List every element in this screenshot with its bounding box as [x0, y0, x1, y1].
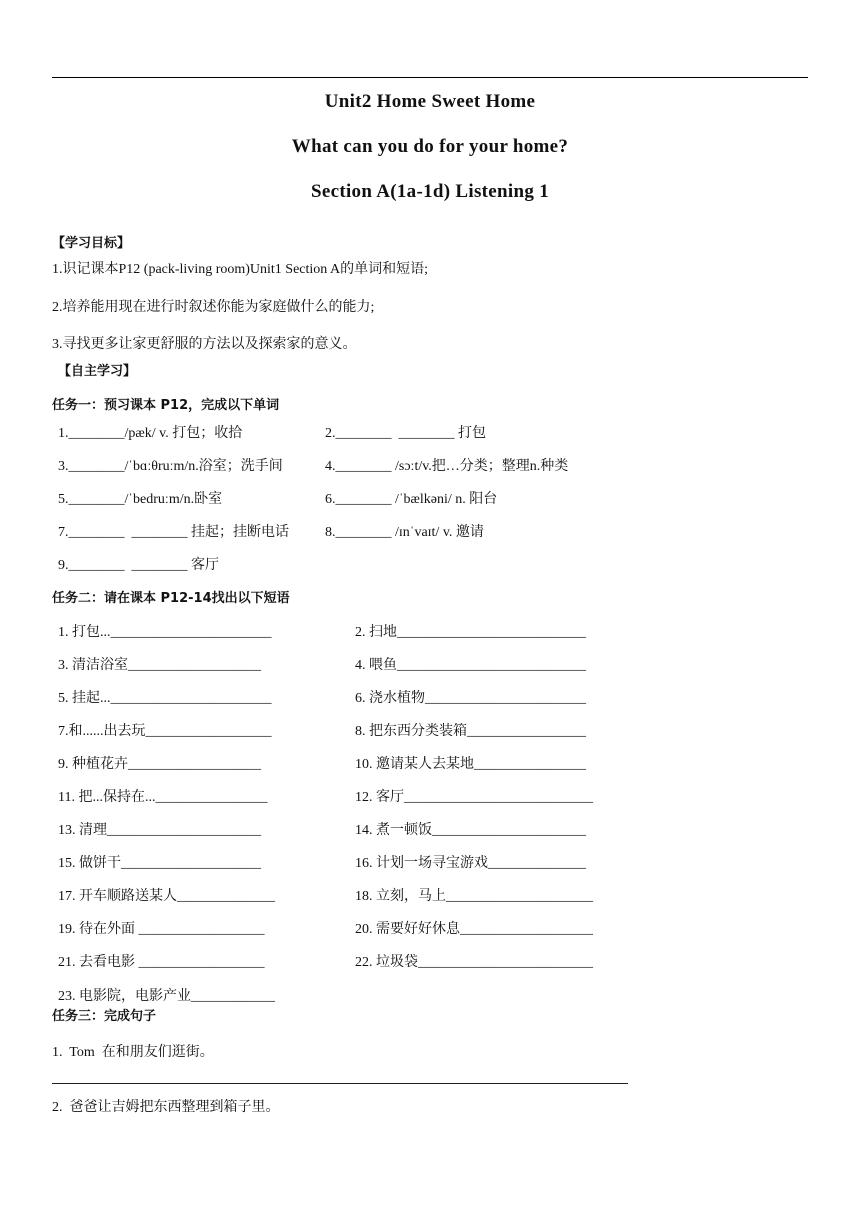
objective-item: 1.识记课本P12 (pack-living room)Unit1 Section A的单词和短语; [52, 262, 429, 277]
phrase-item: 9. 种植花卉___________________ [58, 757, 261, 772]
phrase-item: 7.和......出去玩__________________ [58, 724, 272, 739]
vocab-item: 5.________/ˈbedruːm/n.卧室 [58, 492, 223, 507]
vocab-item: 3.________/ˈbɑːθruːm/n.浴室；洗手间 [58, 459, 283, 474]
objectives-heading: 【学习目标】 [52, 236, 131, 251]
vocab-item: 7.________ ________ 挂起；挂断电话 [58, 525, 289, 540]
phrase-item: 11. 把...保持在...________________ [58, 790, 268, 805]
task3-heading: 任务三：完成句子 [52, 1009, 157, 1024]
answer-line [52, 1083, 628, 1084]
vocab-item: 2.________ ________ 打包 [325, 426, 486, 441]
objective-item: 3.寻找更多让家更舒服的方法以及探索家的意义。 [52, 337, 357, 352]
objective-item: 2.培养能用现在进行时叙述你能为家庭做什么的能力; [52, 300, 375, 315]
phrase-item: 2. 扫地___________________________ [355, 625, 586, 640]
vocab-item: 9.________ ________ 客厅 [58, 558, 219, 573]
vocab-item: 1.________/pæk/ v. 打包；收拾 [58, 426, 243, 441]
phrase-item: 22. 垃圾袋_________________________ [355, 955, 593, 970]
vocab-item: 8.________ /ɪnˈvaɪt/ v. 邀请 [325, 525, 484, 540]
phrase-item: 16. 计划一场寻宝游戏______________ [355, 856, 586, 871]
sentence-item: 1. Tom 在和朋友们逛街。 [52, 1045, 214, 1060]
phrase-item: 18. 立刻，马上_____________________ [355, 889, 593, 904]
phrase-item: 13. 清理______________________ [58, 823, 261, 838]
section-title: Section A(1a-1d) Listening 1 [311, 181, 549, 202]
phrase-item: 14. 煮一顿饭______________________ [355, 823, 586, 838]
phrase-item: 19. 待在外面 __________________ [58, 922, 265, 937]
phrase-item: 12. 客厅___________________________ [355, 790, 593, 805]
phrase-item: 5. 挂起..._______________________ [58, 691, 272, 706]
phrase-item: 6. 浇水植物_______________________ [355, 691, 586, 706]
phrase-item: 23. 电影院，电影产业____________ [58, 989, 275, 1004]
phrase-item: 4. 喂鱼___________________________ [355, 658, 586, 673]
header-rule [52, 77, 808, 78]
task2-heading: 任务二：请在课本 P12-14找出以下短语 [52, 591, 290, 606]
phrase-item: 10. 邀请某人去某地________________ [355, 757, 586, 772]
phrase-item: 3. 清洁浴室___________________ [58, 658, 261, 673]
phrase-item: 20. 需要好好休息___________________ [355, 922, 593, 937]
vocab-item: 6.________ /ˈbælkəni/ n. 阳台 [325, 492, 498, 507]
vocab-item: 4.________ /sɔːt/v.把…分类；整理n.种类 [325, 459, 569, 474]
phrase-item: 17. 开车顺路送某人______________ [58, 889, 275, 904]
phrase-item: 1. 打包..._______________________ [58, 625, 272, 640]
task1-heading: 任务一：预习课本 P12，完成以下单词 [52, 398, 280, 413]
phrase-item: 8. 把东西分类装箱_________________ [355, 724, 586, 739]
question-title: What can you do for your home? [291, 136, 569, 157]
sentence-item: 2. 爸爸让吉姆把东西整理到箱子里。 [52, 1100, 280, 1115]
phrase-item: 15. 做饼干____________________ [58, 856, 261, 871]
self-study-heading: 【自主学习】 [58, 364, 137, 379]
phrase-item: 21. 去看电影 __________________ [58, 955, 265, 970]
unit-title: Unit2 Home Sweet Home [324, 91, 536, 112]
